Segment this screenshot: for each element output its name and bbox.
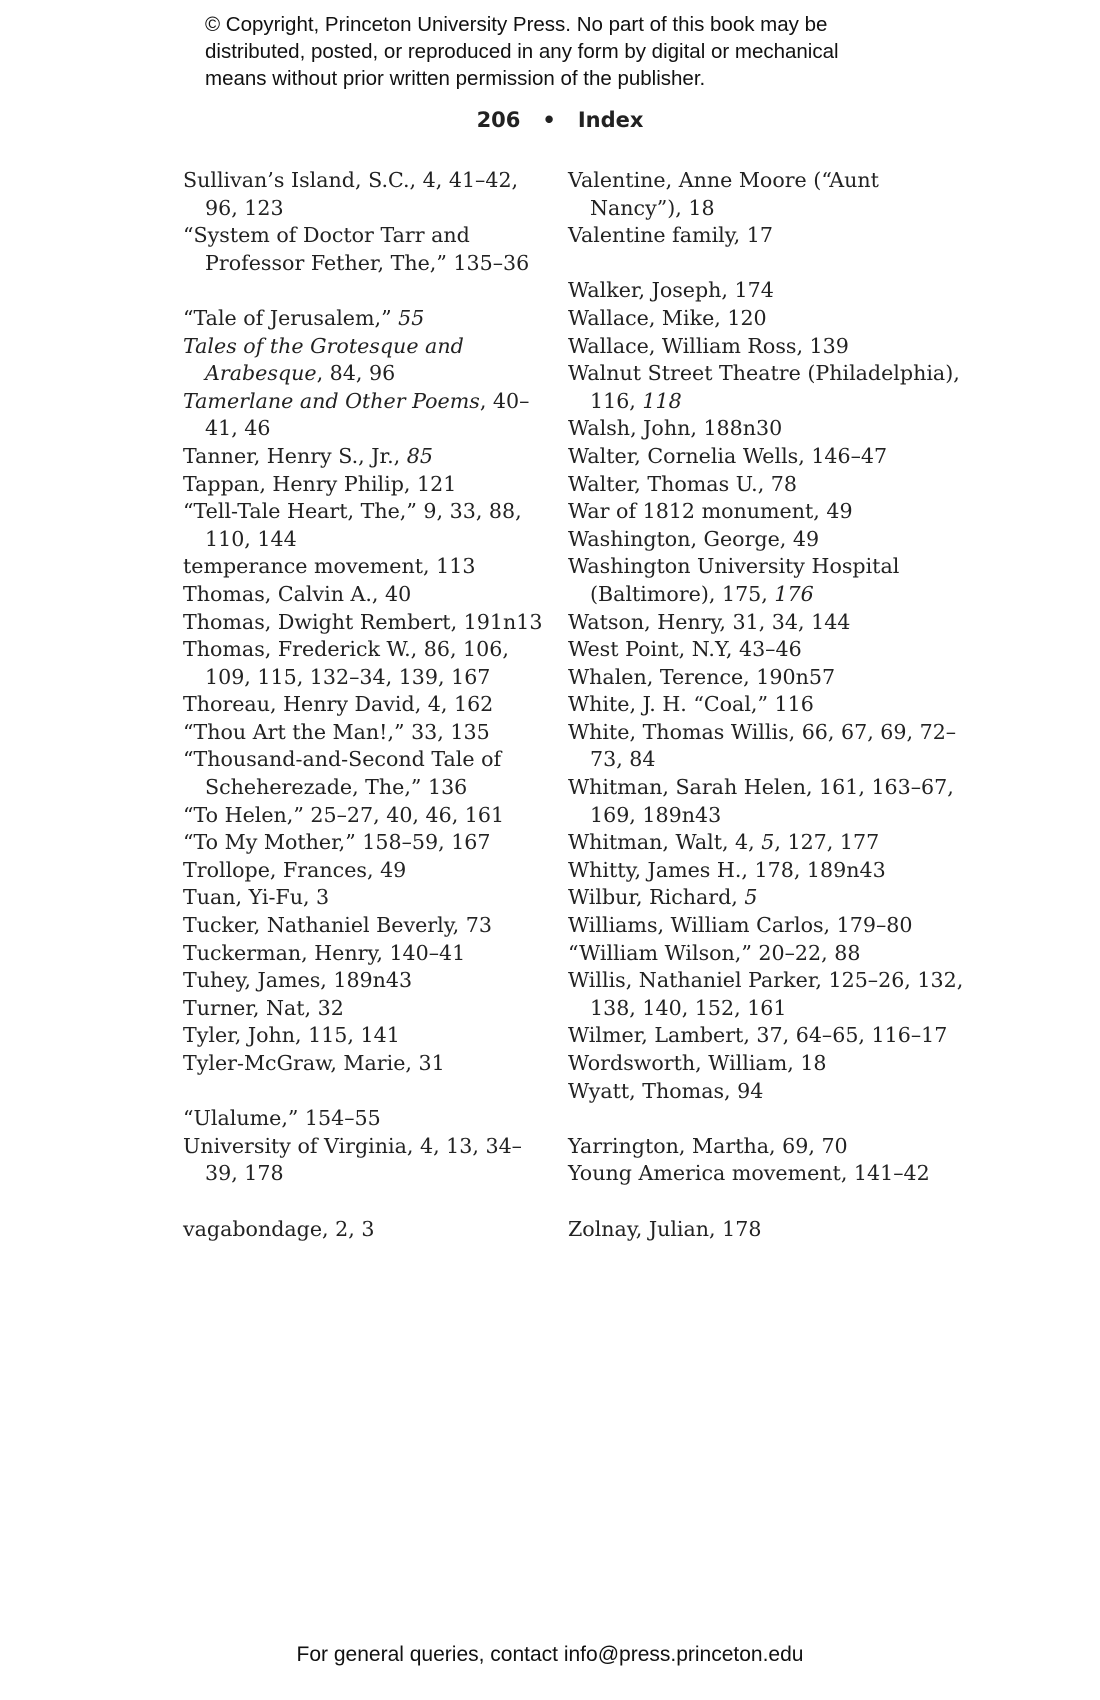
index-entry-italic-text: 118 [642, 388, 682, 413]
index-entry-text: Tanner, Henry S., Jr., [183, 443, 407, 468]
index-entry [183, 471, 548, 499]
index-entry-text: Walker, Joseph, 174 [568, 278, 774, 303]
index-entry-text: Thoreau, Henry David, 4, 162 [183, 692, 494, 717]
index-entry [568, 774, 968, 829]
copyright-notice [205, 11, 925, 92]
index-entry [568, 691, 968, 719]
index-column-left [183, 167, 548, 1243]
index-entry-text: , 127, 177 [774, 830, 880, 855]
index-entry [568, 719, 968, 774]
index-entry [568, 471, 968, 499]
index-entry-text: “To My Mother,” 158–59, 167 [183, 830, 491, 855]
index-entry-text: Thomas, Dwight Rembert, 191n13 [183, 609, 543, 634]
index-entry [568, 443, 968, 471]
index-entry-text: “Tale of Jerusalem,” [183, 305, 399, 330]
index-entry [568, 1050, 968, 1078]
index-entry-text: Tuhey, James, 189n43 [183, 968, 413, 993]
index-entry-text: White, Thomas Willis, 66, 67, 69, 72–73, 84 [568, 719, 957, 772]
index-entry-text: Young America movement, 141–42 [568, 1161, 930, 1186]
index-entry-text: “Thousand-and-Second Tale of Scheherezade, The,” 136 [183, 747, 502, 800]
index-entry [568, 829, 968, 857]
index-entry-italic-text: 55 [398, 305, 425, 330]
index-entry [568, 884, 968, 912]
index-entry-text: Washington, George, 49 [568, 526, 820, 551]
index-entry-text: , 84, 96 [316, 361, 396, 386]
index-entry [183, 553, 548, 581]
index-entry-text: Sullivan’s Island, S.C., 4, 41–42, 96, 123 [183, 168, 519, 220]
index-entry [183, 498, 548, 553]
index-entry [568, 553, 968, 608]
index-entry-text: Williams, William Carlos, 179–80 [568, 913, 913, 938]
index-entry [568, 912, 968, 940]
index-entry-text: Turner, Nat, 32 [183, 995, 344, 1020]
index-entry-italic-text: 5 [744, 885, 758, 910]
index-entry-text: Walter, Cornelia Wells, 146–47 [568, 443, 888, 468]
index-entry-text: Valentine, Anne Moore (“Aunt Nancy”), 18 [568, 168, 879, 220]
index-entry [183, 1105, 548, 1133]
index-entry-text: Walsh, John, 188n30 [568, 416, 783, 441]
page-number: 206 [476, 108, 521, 132]
index-entry [568, 526, 968, 554]
index-entry-text: vagabondage, 2, 3 [183, 1216, 375, 1241]
index-entry-text: Willis, Nathaniel Parker, 125–26, 132, 138, 140, 152, 161 [568, 968, 964, 1020]
index-entry-text: temperance movement, 113 [183, 554, 476, 579]
index-entry [183, 1133, 548, 1188]
index-entry [183, 581, 548, 609]
footer-contact: For general queries, contact info@press.princeton.edu [296, 1643, 804, 1666]
index-entry [183, 967, 548, 995]
index-entry [568, 609, 968, 637]
index-entry [183, 443, 548, 471]
index-entry [568, 415, 968, 443]
index-entry-italic-text: 5 [761, 830, 775, 855]
index-entry [568, 360, 968, 415]
index-entry [568, 967, 968, 1022]
index-entry-text: Whitman, Sarah Helen, 161, 163–67, 169, 189n43 [568, 775, 954, 827]
running-head [0, 108, 1100, 132]
index-entry [568, 305, 968, 333]
index-entry [183, 995, 548, 1023]
index-entry-text: Wilmer, Lambert, 37, 64–65, 116–17 [568, 1023, 948, 1048]
index-entry-text: War of 1812 monument, 49 [568, 499, 853, 524]
index-entry-text: White, J. H. “Coal,” 116 [568, 692, 814, 717]
index-entry-text: Tyler, John, 115, 141 [183, 1023, 400, 1048]
index-entry-italic-text: 176 [774, 581, 814, 606]
index-entry-text: “Thou Art the Man!,” 33, 135 [183, 719, 490, 744]
index-entry-text: Trollope, Frances, 49 [183, 857, 407, 882]
index-entry-text: Whalen, Terence, 190n57 [568, 664, 836, 689]
index-entry-italic-text: 85 [406, 443, 433, 468]
index-entry-text: Tyler-McGraw, Marie, 31 [183, 1051, 445, 1075]
copyright-line: means without prior written permission of the publisher. [205, 67, 706, 90]
index-entry [568, 940, 968, 968]
index-entry-text: Thomas, Calvin A., 40 [183, 581, 412, 606]
index-entry-text: Wallace, William Ross, 139 [568, 333, 849, 358]
index-entry [568, 857, 968, 885]
index-entry-text: Walter, Thomas U., 78 [568, 471, 798, 496]
index-entry-text: Tappan, Henry Philip, 121 [183, 471, 457, 496]
index-entry-text: Wilbur, Richard, [568, 885, 745, 910]
index-entry-text: Wallace, Mike, 120 [568, 305, 767, 330]
index-column-right [568, 167, 968, 1243]
index-entry [568, 222, 968, 250]
index-entry [183, 802, 548, 830]
index-entry-text: Wyatt, Thomas, 94 [568, 1078, 764, 1103]
index-entry [183, 222, 548, 277]
index-entry [568, 1022, 968, 1050]
index-entry-text: University of Virginia, 4, 13, 34–39, 178 [183, 1133, 522, 1186]
index-entry [183, 691, 548, 719]
index-entry [183, 912, 548, 940]
index-entry-text: Wordsworth, William, 18 [568, 1051, 827, 1075]
copyright-line: distributed, posted, or reproduced in any form by digital or mechanical [205, 40, 839, 63]
index-entry [183, 636, 548, 691]
index-entry-text: Tucker, Nathaniel Beverly, 73 [183, 913, 492, 938]
index-entry [183, 884, 548, 912]
index-entry [568, 636, 968, 664]
index-entry-text: Whitman, Walt, 4, [568, 830, 762, 855]
index-entry [183, 719, 548, 747]
index-entry [568, 1160, 968, 1188]
index-entry-text: , 40–41, 46 [205, 388, 530, 441]
index-entry-text: Tuckerman, Henry, 140–41 [183, 940, 466, 965]
index-entry-text: Yarrington, Martha, 69, 70 [568, 1133, 848, 1158]
index-entry-text: Whitty, James H., 178, 189n43 [568, 857, 886, 882]
index-entry [568, 664, 968, 692]
index-entry [183, 167, 548, 222]
index-entry [568, 167, 968, 222]
copyright-line: © Copyright, Princeton University Press. No part of this book may be [205, 13, 828, 36]
section-title: Index [577, 108, 644, 132]
index-entry-text: Tuan, Yi-Fu, 3 [183, 885, 330, 910]
index-entry [568, 498, 968, 526]
index-entry-text: Walnut Street Theatre (Philadelphia), 116, [568, 361, 960, 413]
index-entry [183, 829, 548, 857]
index-entry-text: Zolnay, Julian, 178 [568, 1216, 762, 1241]
index-entry-text: Valentine family, 17 [568, 223, 773, 248]
index-entry-text: West Point, N.Y, 43–46 [568, 637, 802, 662]
index-entry-text: Thomas, Frederick W., 86, 106, 109, 115, 132–34, 139, 167 [183, 637, 509, 689]
index-entry [568, 1216, 968, 1244]
index-entry-text: “To Helen,” 25–27, 40, 46, 161 [183, 802, 505, 827]
index-entry [183, 1050, 548, 1078]
index-entry [568, 277, 968, 305]
index-entry-text: “System of Doctor Tarr and Professor Fether, The,” 135–36 [183, 223, 530, 275]
index-entry [183, 1216, 548, 1244]
index-entry [183, 746, 548, 801]
index-entry [183, 857, 548, 885]
index-entry [568, 333, 968, 361]
index-entry [183, 609, 548, 637]
index-entry [183, 333, 548, 388]
index-entry-italic-text: Tales of the Grotesque and Arabesque [183, 333, 464, 386]
index-entry [183, 305, 548, 333]
index-entry [568, 1078, 968, 1106]
index-entry-text: Watson, Henry, 31, 34, 144 [568, 609, 851, 634]
index-entry-text: Washington University Hospital (Baltimore), 175, [568, 554, 900, 606]
index-entry-text: “Ulalume,” 154–55 [183, 1106, 381, 1131]
index-entry [183, 940, 548, 968]
index-entry [183, 1022, 548, 1050]
index-entry-italic-text: Tamerlane and Other Poems [183, 388, 480, 413]
header-separator: • [542, 108, 556, 132]
index-entry [183, 388, 548, 443]
index-entry [568, 1133, 968, 1161]
index-entry-text: “Tell-Tale Heart, The,” 9, 33, 88, 110, 144 [183, 499, 522, 551]
index-entry-text: “William Wilson,” 20–22, 88 [568, 940, 861, 965]
